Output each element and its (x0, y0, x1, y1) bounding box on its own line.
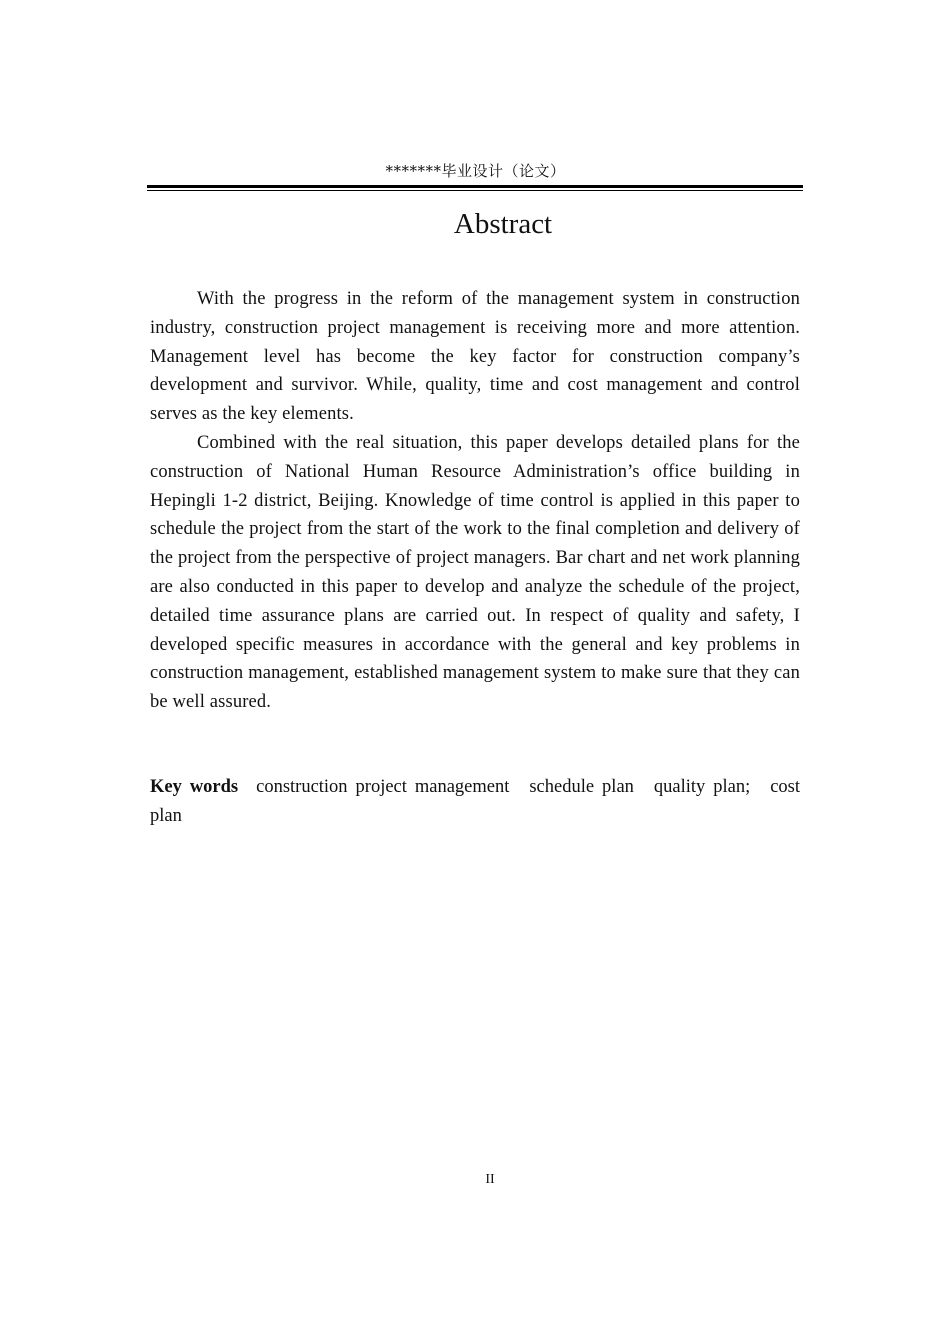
page-title: Abstract (453, 208, 553, 240)
keywords-line (150, 773, 800, 831)
abstract-body (150, 285, 800, 717)
keywords-label: Key words (150, 777, 239, 797)
keyword-item: quality plan; (653, 777, 751, 797)
keyword-item: schedule plan (529, 777, 634, 797)
running-header: *******毕业设计（论文） (385, 162, 566, 180)
abstract-paragraph-1: With the progress in the reform of the management system in construction industry, construction project management is receiving more and more attention. Management level has become the key factor for construction company’s development and survivor. While, quality, time and cost management and control serves as the key elements. (150, 289, 800, 425)
header-rule-thin (147, 190, 803, 191)
abstract-paragraph-2: Combined with the real situation, this paper develops detailed plans for the construction of National Human Resource Administration’s office building in Hepingli 1-2 district, Beijing. Knowledge of time control is applied in this paper to schedule the project from the start of the work to the final completion and delivery of the project from the perspective of project managers. Bar chart and net work planning are also conducted in this paper to develop and analyze the schedule of the project, detailed time assurance plans are carried out. In respect of quality and safety, I developed specific measures in accordance with the general and key problems in construction management, established management system to make sure that they can be well assured. (150, 432, 800, 713)
header-rule-thick (147, 185, 803, 188)
keyword-item: cost plan (150, 777, 800, 826)
page-number: II (485, 1172, 495, 1187)
keyword-item: construction project management (256, 777, 510, 797)
